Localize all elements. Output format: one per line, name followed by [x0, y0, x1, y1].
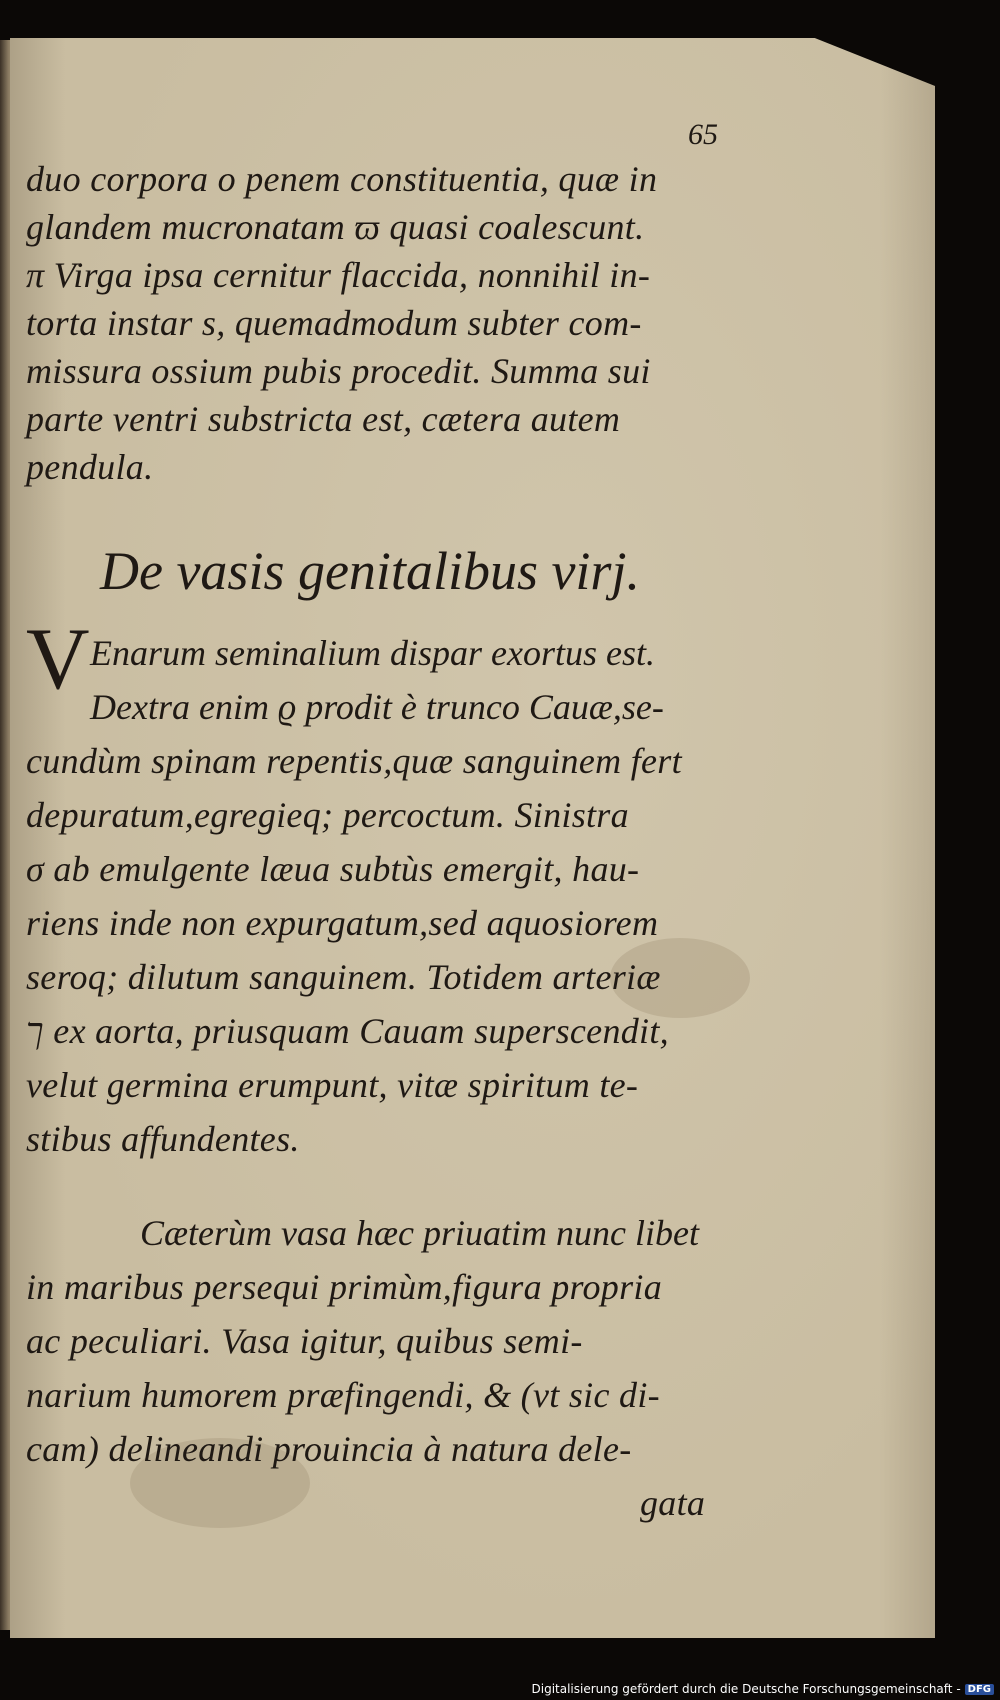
text-line: torta instar s, quemadmodum subter com- [26, 303, 642, 343]
credit-text: Digitalisierung gefördert durch die Deutsche Forschungsgemeinschaft - [531, 1682, 961, 1696]
drop-cap: V [26, 611, 90, 708]
text-line: cundùm spinam repentis,quæ sanguinem fert [26, 741, 682, 781]
text-line: glandem mucronatam ϖ quasi coalescunt. [26, 207, 645, 247]
text-line: ך ex aorta, priusquam Cauam superscendit, [26, 1011, 669, 1051]
text-line: pendula. [26, 447, 154, 487]
catchword: gata [640, 1483, 706, 1523]
text-line: parte ventri substricta est, cætera autem [26, 399, 621, 439]
text-line: seroq; dilutum sanguinem. Totidem arteriæ [26, 957, 661, 997]
section-heading: De vasis genitalibus virj. [100, 541, 640, 601]
digitization-credit [532, 1682, 995, 1696]
text-line: stibus affundentes. [26, 1119, 300, 1159]
dfg-logo: DFG [965, 1684, 994, 1695]
text-line: missura ossium pubis procedit. Summa sui [26, 351, 651, 391]
text-line: ac peculiari. Vasa igitur, quibus semi- [26, 1321, 583, 1361]
text-line: π Virga ipsa cernitur flaccida, nonnihil in- [26, 255, 651, 295]
text-line: in maribus persequi primùm,figura propria [26, 1267, 663, 1307]
text-line: narium humorem præfingendi, & (vt sic di- [26, 1375, 660, 1415]
text-line: cam) delineandi prouincia à natura dele- [26, 1429, 632, 1469]
text-line: riens inde non expurgatum,sed aquosiorem [26, 903, 659, 943]
text-line: duo corpora o penem constituentia, quæ in [26, 159, 658, 199]
text-line: velut germina erumpunt, vitæ spiritum te- [26, 1065, 639, 1105]
text-line: σ ab emulgente læua subtùs emergit, hau- [26, 849, 640, 889]
text-line: Dextra enim ϱ prodit è trunco Cauæ,se- [90, 687, 664, 727]
text-line: depuratum,egregieq; percoctum. Sinistra [26, 795, 629, 835]
page-number: 65 [688, 118, 718, 151]
text-line: Cæterùm vasa hæc priuatim nunc libet [140, 1213, 699, 1253]
text-line: Enarum seminalium dispar exortus est. [90, 633, 655, 673]
